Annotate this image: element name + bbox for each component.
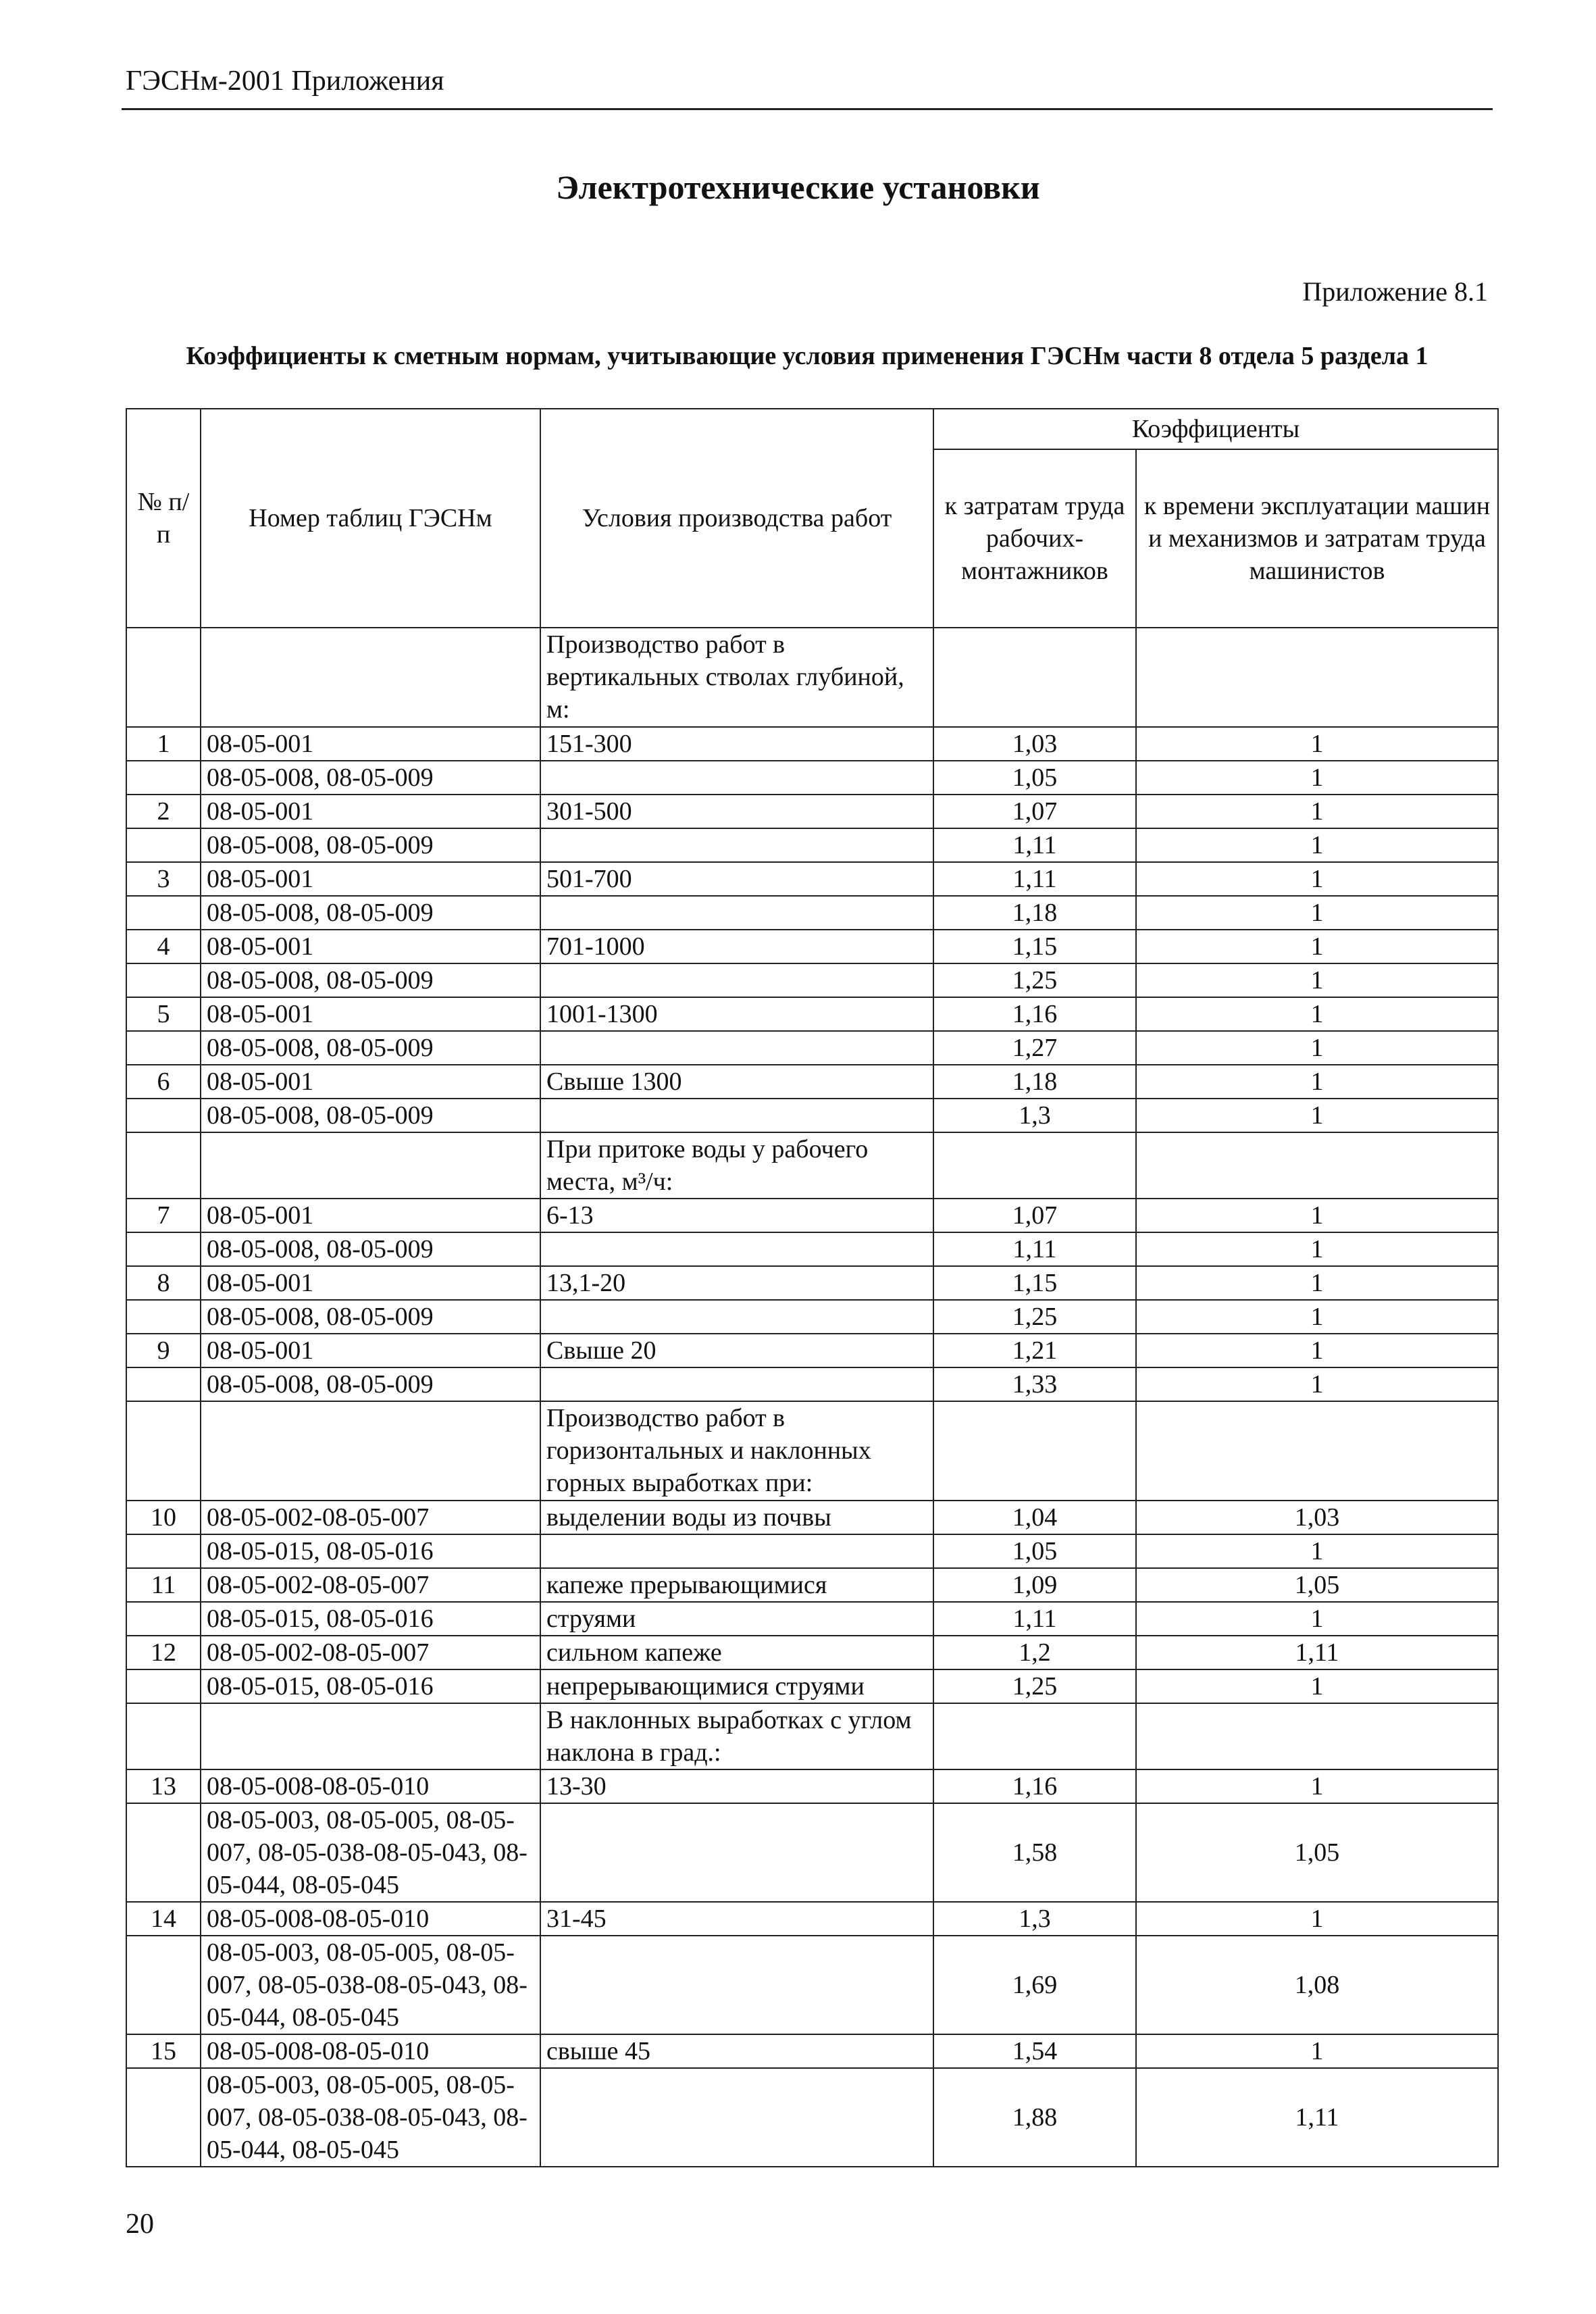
row-labor-coefficient: 1,33 (933, 1367, 1136, 1401)
row-condition (540, 1099, 933, 1132)
row-condition: свыше 45 (540, 2034, 933, 2068)
row-labor-coefficient: 1,07 (933, 795, 1136, 828)
section-labor-cell (933, 1132, 1136, 1199)
row-number: 12 (126, 1636, 201, 1669)
table-row (126, 1065, 1498, 1099)
row-machines-coefficient: 1 (1136, 1199, 1498, 1232)
table-row (126, 828, 1498, 862)
table-row (126, 1568, 1498, 1602)
row-machines-coefficient: 1 (1136, 1099, 1498, 1132)
row-number (126, 828, 201, 862)
section-tables-cell (201, 1132, 540, 1199)
table-row (126, 963, 1498, 997)
row-number: 14 (126, 1902, 201, 1936)
row-condition: Свыше 1300 (540, 1065, 933, 1099)
row-table-numbers: 08-05-008-08-05-010 (201, 1769, 540, 1803)
row-table-numbers: 08-05-008, 08-05-009 (201, 1300, 540, 1334)
section-row (126, 1401, 1498, 1501)
section-num-cell (126, 1132, 201, 1199)
section-labor-cell (933, 1401, 1136, 1501)
row-labor-coefficient: 1,25 (933, 1300, 1136, 1334)
table-row (126, 1534, 1498, 1568)
row-machines-coefficient: 1,08 (1136, 1936, 1498, 2034)
row-condition (540, 828, 933, 862)
table-row (126, 2068, 1498, 2167)
row-table-numbers: 08-05-003, 08-05-005, 08-05-007, 08-05-038-08-05-043, 08-05-044, 08-05-045 (201, 2068, 540, 2167)
row-condition: 13,1-20 (540, 1266, 933, 1300)
row-labor-coefficient: 1,07 (933, 1199, 1136, 1232)
table-row (126, 1031, 1498, 1065)
row-labor-coefficient: 1,15 (933, 930, 1136, 963)
row-number (126, 1669, 201, 1703)
row-number: 9 (126, 1334, 201, 1367)
table-row (126, 1099, 1498, 1132)
section-tables-cell (201, 628, 540, 727)
table-row (126, 1199, 1498, 1232)
row-number (126, 963, 201, 997)
table-row (126, 1803, 1498, 1902)
row-machines-coefficient: 1 (1136, 1902, 1498, 1936)
section-heading: Производство работ в горизонтальных и наклонных горных выработках при: (540, 1401, 933, 1501)
section-row (126, 628, 1498, 727)
row-number: 3 (126, 862, 201, 896)
row-number: 15 (126, 2034, 201, 2068)
section-row (126, 1132, 1498, 1199)
row-labor-coefficient: 1,15 (933, 1266, 1136, 1300)
row-table-numbers: 08-05-001 (201, 930, 540, 963)
row-machines-coefficient: 1 (1136, 1367, 1498, 1401)
row-table-numbers: 08-05-002-08-05-007 (201, 1501, 540, 1534)
row-labor-coefficient: 1,25 (933, 1669, 1136, 1703)
section-row (126, 1703, 1498, 1769)
row-number (126, 1803, 201, 1902)
row-labor-coefficient: 1,11 (933, 862, 1136, 896)
header-coefficients: Коэффициенты (933, 409, 1498, 449)
row-condition: струями (540, 1602, 933, 1636)
row-condition: 301-500 (540, 795, 933, 828)
row-number: 6 (126, 1065, 201, 1099)
row-table-numbers: 08-05-008, 08-05-009 (201, 761, 540, 795)
row-labor-coefficient: 1,3 (933, 1099, 1136, 1132)
row-table-numbers: 08-05-003, 08-05-005, 08-05-007, 08-05-038-08-05-043, 08-05-044, 08-05-045 (201, 1936, 540, 2034)
row-number (126, 1602, 201, 1636)
row-table-numbers: 08-05-008, 08-05-009 (201, 828, 540, 862)
row-table-numbers: 08-05-015, 08-05-016 (201, 1534, 540, 1568)
table-row (126, 1936, 1498, 2034)
row-table-numbers: 08-05-008, 08-05-009 (201, 896, 540, 930)
row-table-numbers: 08-05-002-08-05-007 (201, 1636, 540, 1669)
row-condition (540, 1367, 933, 1401)
page-number: 20 (126, 2209, 154, 2240)
row-machines-coefficient: 1 (1136, 1669, 1498, 1703)
section-heading: В наклонных выработках с углом наклона в град.: (540, 1703, 933, 1769)
appendix-label: Приложение 8.1 (1302, 276, 1488, 307)
row-table-numbers: 08-05-015, 08-05-016 (201, 1669, 540, 1703)
row-condition: Свыше 20 (540, 1334, 933, 1367)
header-tables: Номер таблиц ГЭСНм (201, 409, 540, 628)
table-row (126, 1636, 1498, 1669)
header-conditions: Условия производства работ (540, 409, 933, 628)
table-row (126, 896, 1498, 930)
row-machines-coefficient: 1 (1136, 997, 1498, 1031)
row-labor-coefficient: 1,21 (933, 1334, 1136, 1367)
row-labor-coefficient: 1,05 (933, 761, 1136, 795)
table-row (126, 1669, 1498, 1703)
row-number (126, 1534, 201, 1568)
row-machines-coefficient: 1 (1136, 1334, 1498, 1367)
row-machines-coefficient: 1 (1136, 828, 1498, 862)
row-labor-coefficient: 1,54 (933, 2034, 1136, 2068)
row-condition: 501-700 (540, 862, 933, 896)
row-condition (540, 1803, 933, 1902)
section-tables-cell (201, 1703, 540, 1769)
row-condition: выделении воды из почвы (540, 1501, 933, 1534)
section-tables-cell (201, 1401, 540, 1501)
row-labor-coefficient: 1,04 (933, 1501, 1136, 1534)
row-labor-coefficient: 1,25 (933, 963, 1136, 997)
row-labor-coefficient: 1,03 (933, 727, 1136, 761)
table-caption: Коэффициенты к сметным нормам, учитывающие условия применения ГЭСНм части 8 отдела 5 раздела 1 (186, 342, 1428, 370)
section-heading: Производство работ в вертикальных стволах глубиной, м: (540, 628, 933, 727)
row-table-numbers: 08-05-001 (201, 997, 540, 1031)
row-number (126, 896, 201, 930)
row-machines-coefficient: 1 (1136, 963, 1498, 997)
row-machines-coefficient: 1,11 (1136, 1636, 1498, 1669)
row-number (126, 1099, 201, 1132)
section-machines-cell (1136, 1132, 1498, 1199)
row-labor-coefficient: 1,69 (933, 1936, 1136, 2034)
row-table-numbers: 08-05-003, 08-05-005, 08-05-007, 08-05-038-08-05-043, 08-05-044, 08-05-045 (201, 1803, 540, 1902)
row-condition: сильном капеже (540, 1636, 933, 1669)
row-number: 5 (126, 997, 201, 1031)
row-condition (540, 963, 933, 997)
row-labor-coefficient: 1,09 (933, 1568, 1136, 1602)
row-number (126, 1300, 201, 1334)
row-number (126, 1031, 201, 1065)
table-row (126, 1266, 1498, 1300)
row-number (126, 1936, 201, 2034)
row-table-numbers: 08-05-008, 08-05-009 (201, 1031, 540, 1065)
row-labor-coefficient: 1,27 (933, 1031, 1136, 1065)
row-table-numbers: 08-05-008, 08-05-009 (201, 963, 540, 997)
table-row (126, 862, 1498, 896)
table-row (126, 1300, 1498, 1334)
row-condition (540, 1936, 933, 2034)
row-machines-coefficient: 1 (1136, 1602, 1498, 1636)
table-row (126, 761, 1498, 795)
row-condition: 1001-1300 (540, 997, 933, 1031)
row-number: 4 (126, 930, 201, 963)
row-table-numbers: 08-05-001 (201, 1266, 540, 1300)
row-condition (540, 761, 933, 795)
row-condition (540, 1300, 933, 1334)
row-labor-coefficient: 1,88 (933, 2068, 1136, 2167)
row-condition: 31-45 (540, 1902, 933, 1936)
row-labor-coefficient: 1,11 (933, 1232, 1136, 1266)
row-machines-coefficient: 1 (1136, 1266, 1498, 1300)
table-row (126, 1769, 1498, 1803)
row-condition: капеже прерывающимися (540, 1568, 933, 1602)
row-condition (540, 1232, 933, 1266)
row-machines-coefficient: 1 (1136, 896, 1498, 930)
row-table-numbers: 08-05-015, 08-05-016 (201, 1602, 540, 1636)
row-table-numbers: 08-05-002-08-05-007 (201, 1568, 540, 1602)
row-condition (540, 1031, 933, 1065)
row-machines-coefficient: 1 (1136, 795, 1498, 828)
row-number: 10 (126, 1501, 201, 1534)
header-rule (122, 108, 1493, 110)
row-table-numbers: 08-05-001 (201, 1199, 540, 1232)
row-table-numbers: 08-05-008, 08-05-009 (201, 1232, 540, 1266)
row-machines-coefficient: 1 (1136, 1065, 1498, 1099)
row-labor-coefficient: 1,16 (933, 1769, 1136, 1803)
page-title: Электротехнические установки (556, 168, 1040, 206)
row-condition: 13-30 (540, 1769, 933, 1803)
row-labor-coefficient: 1,16 (933, 997, 1136, 1031)
row-number: 7 (126, 1199, 201, 1232)
row-number (126, 2068, 201, 2167)
row-number: 1 (126, 727, 201, 761)
row-machines-coefficient: 1 (1136, 761, 1498, 795)
row-labor-coefficient: 1,05 (933, 1534, 1136, 1568)
row-machines-coefficient: 1 (1136, 727, 1498, 761)
section-machines-cell (1136, 628, 1498, 727)
row-table-numbers: 08-05-008-08-05-010 (201, 2034, 540, 2068)
row-machines-coefficient: 1 (1136, 1769, 1498, 1803)
section-machines-cell (1136, 1401, 1498, 1501)
row-labor-coefficient: 1,2 (933, 1636, 1136, 1669)
row-condition: 151-300 (540, 727, 933, 761)
row-labor-coefficient: 1,18 (933, 1065, 1136, 1099)
row-machines-coefficient: 1 (1136, 1534, 1498, 1568)
row-number: 13 (126, 1769, 201, 1803)
row-machines-coefficient: 1 (1136, 862, 1498, 896)
row-condition (540, 1534, 933, 1568)
row-table-numbers: 08-05-001 (201, 795, 540, 828)
table-row (126, 1334, 1498, 1367)
row-number: 11 (126, 1568, 201, 1602)
header-machines: к времени эксплуатации машин и механизмов и затратам труда машинистов (1136, 449, 1498, 628)
row-table-numbers: 08-05-008, 08-05-009 (201, 1367, 540, 1401)
row-machines-coefficient: 1,03 (1136, 1501, 1498, 1534)
row-table-numbers: 08-05-001 (201, 862, 540, 896)
row-machines-coefficient: 1 (1136, 930, 1498, 963)
row-machines-coefficient: 1 (1136, 1232, 1498, 1266)
row-labor-coefficient: 1,3 (933, 1902, 1136, 1936)
row-labor-coefficient: 1,11 (933, 1602, 1136, 1636)
row-number (126, 761, 201, 795)
row-condition: 6-13 (540, 1199, 933, 1232)
row-number: 2 (126, 795, 201, 828)
row-condition (540, 896, 933, 930)
table-row (126, 1902, 1498, 1936)
table-row (126, 1501, 1498, 1534)
row-table-numbers: 08-05-001 (201, 1065, 540, 1099)
table-row (126, 727, 1498, 761)
row-machines-coefficient: 1 (1136, 2034, 1498, 2068)
row-condition: непрерывающимися струями (540, 1669, 933, 1703)
row-labor-coefficient: 1,11 (933, 828, 1136, 862)
section-num-cell (126, 1401, 201, 1501)
row-number (126, 1232, 201, 1266)
section-num-cell (126, 628, 201, 727)
row-number: 8 (126, 1266, 201, 1300)
table-row (126, 997, 1498, 1031)
table-row (126, 795, 1498, 828)
row-table-numbers: 08-05-001 (201, 1334, 540, 1367)
row-labor-coefficient: 1,18 (933, 896, 1136, 930)
table-row (126, 930, 1498, 963)
table-row (126, 1602, 1498, 1636)
table-row (126, 1367, 1498, 1401)
row-table-numbers: 08-05-008, 08-05-009 (201, 1099, 540, 1132)
section-machines-cell (1136, 1703, 1498, 1769)
row-number (126, 1367, 201, 1401)
row-machines-coefficient: 1 (1136, 1300, 1498, 1334)
section-labor-cell (933, 1703, 1136, 1769)
row-machines-coefficient: 1,11 (1136, 2068, 1498, 2167)
header-labor: к затратам труда рабочих-монтажников (933, 449, 1136, 628)
row-machines-coefficient: 1 (1136, 1031, 1498, 1065)
row-condition: 701-1000 (540, 930, 933, 963)
row-table-numbers: 08-05-008-08-05-010 (201, 1902, 540, 1936)
coefficients-table (126, 408, 1499, 2167)
running-header: ГЭСНм-2001 Приложения (126, 66, 444, 97)
table-row (126, 1232, 1498, 1266)
row-labor-coefficient: 1,58 (933, 1803, 1136, 1902)
header-num: № п/п (126, 409, 201, 628)
section-num-cell (126, 1703, 201, 1769)
section-labor-cell (933, 628, 1136, 727)
row-machines-coefficient: 1,05 (1136, 1568, 1498, 1602)
row-condition (540, 2068, 933, 2167)
table-row (126, 2034, 1498, 2068)
section-heading: При притоке воды у рабочего места, м³/ч: (540, 1132, 933, 1199)
row-machines-coefficient: 1,05 (1136, 1803, 1498, 1902)
row-table-numbers: 08-05-001 (201, 727, 540, 761)
